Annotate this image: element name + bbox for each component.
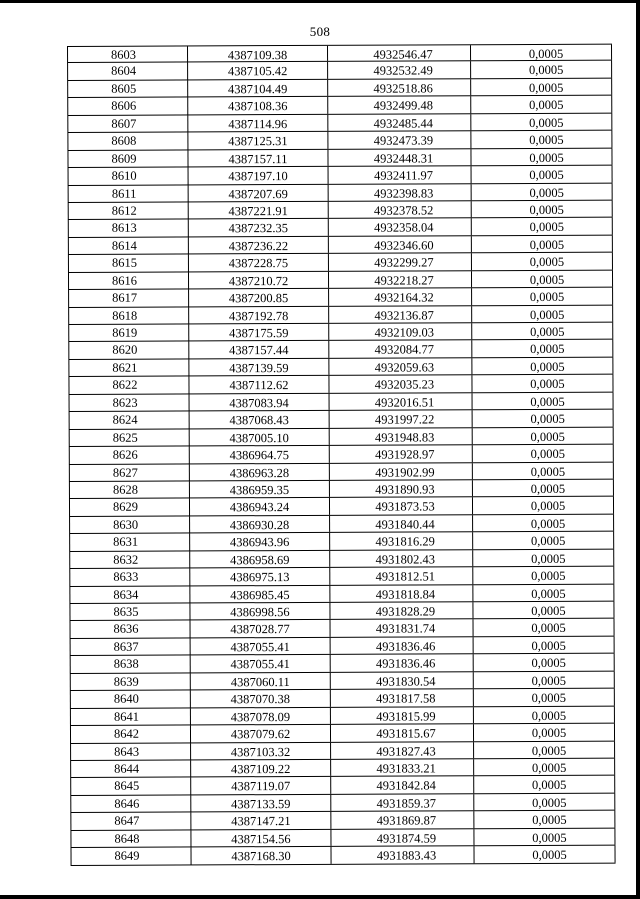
value-cell: 0,0005 [470, 78, 612, 95]
value-cell: 0,0005 [471, 305, 613, 322]
y-coordinate-cell: 4932016.51 [329, 393, 472, 410]
coordinates-table [67, 44, 616, 866]
x-coordinate-cell: 4387236.22 [188, 237, 328, 254]
value-cell: 0,0005 [471, 218, 613, 235]
x-coordinate-cell: 4387114.96 [187, 115, 327, 132]
value-cell: 0,0005 [471, 183, 613, 200]
y-coordinate-cell: 4931815.67 [330, 724, 473, 741]
y-coordinate-cell: 4931836.46 [330, 637, 473, 654]
value-cell: 0,0005 [473, 828, 615, 845]
y-coordinate-cell: 4931816.29 [329, 532, 472, 549]
x-coordinate-cell: 4387083.94 [189, 394, 329, 411]
x-coordinate-cell: 4387068.43 [189, 411, 329, 428]
value-cell: 0,0005 [472, 497, 614, 514]
x-coordinate-cell: 4386959.35 [189, 481, 329, 498]
y-coordinate-cell: 4932448.31 [327, 149, 470, 166]
value-cell: 0,0005 [473, 654, 615, 671]
y-coordinate-cell: 4931874.59 [330, 829, 473, 846]
x-coordinate-cell: 4387078.09 [190, 707, 330, 724]
point-number-cell: 8636 [70, 621, 190, 638]
x-coordinate-cell: 4387133.59 [190, 795, 330, 812]
point-number-cell: 8648 [70, 830, 190, 847]
y-coordinate-cell: 4931902.99 [329, 463, 472, 480]
value-cell: 0,0005 [472, 410, 614, 427]
value-cell: 0,0005 [473, 776, 615, 793]
point-number-cell: 8619 [68, 324, 188, 341]
point-number-cell: 8644 [70, 760, 190, 777]
point-number-cell: 8642 [70, 726, 190, 743]
point-number-cell: 8605 [67, 80, 187, 97]
x-coordinate-cell: 4387197.10 [188, 167, 328, 184]
point-number-cell: 8626 [69, 447, 189, 464]
y-coordinate-cell: 4932546.47 [327, 45, 470, 61]
point-number-cell: 8608 [67, 133, 187, 150]
y-coordinate-cell: 4931948.83 [329, 428, 472, 445]
x-coordinate-cell: 4386998.56 [189, 603, 329, 620]
x-coordinate-cell: 4387192.78 [188, 306, 328, 323]
y-coordinate-cell: 4931836.46 [330, 655, 473, 672]
y-coordinate-cell: 4931883.43 [330, 846, 473, 863]
x-coordinate-cell: 4387079.62 [190, 725, 330, 742]
value-cell: 0,0005 [471, 288, 613, 305]
x-coordinate-cell: 4387157.11 [187, 149, 327, 166]
point-number-cell: 8629 [69, 499, 189, 516]
value-cell: 0,0005 [471, 270, 613, 287]
point-number-cell: 8639 [70, 673, 190, 690]
point-number-cell: 8618 [68, 307, 188, 324]
y-coordinate-cell: 4931997.22 [329, 410, 472, 427]
x-coordinate-cell: 4387125.31 [187, 132, 327, 149]
y-coordinate-cell: 4932499.48 [327, 97, 470, 114]
x-coordinate-cell: 4387055.41 [190, 655, 330, 672]
x-coordinate-cell: 4387055.41 [190, 638, 330, 655]
y-coordinate-cell: 4932378.52 [328, 201, 471, 218]
x-coordinate-cell: 4387200.85 [188, 289, 328, 306]
x-coordinate-cell: 4387147.21 [190, 812, 330, 829]
y-coordinate-cell: 4932218.27 [328, 271, 471, 288]
y-coordinate-cell: 4932035.23 [328, 376, 471, 393]
point-number-cell: 8647 [70, 813, 190, 830]
x-coordinate-cell: 4387232.35 [188, 219, 328, 236]
point-number-cell: 8643 [70, 743, 190, 760]
point-number-cell: 8621 [68, 359, 188, 376]
value-cell: 0,0005 [470, 96, 612, 113]
y-coordinate-cell: 4931859.37 [330, 794, 473, 811]
value-cell: 0,0005 [471, 201, 613, 218]
x-coordinate-cell: 4387119.07 [190, 777, 330, 794]
y-coordinate-cell: 4932084.77 [328, 341, 471, 358]
value-cell: 0,0005 [471, 253, 613, 270]
value-cell: 0,0005 [472, 427, 614, 444]
y-coordinate-cell: 4931812.51 [329, 567, 472, 584]
y-coordinate-cell: 4931828.29 [329, 602, 472, 619]
point-number-cell: 8611 [68, 185, 188, 202]
x-coordinate-cell: 4387157.44 [188, 341, 328, 358]
point-number-cell: 8641 [70, 708, 190, 725]
value-cell: 0,0005 [471, 357, 613, 374]
y-coordinate-cell: 4932059.63 [328, 358, 471, 375]
value-cell: 0,0005 [472, 584, 614, 601]
y-coordinate-cell: 4931869.87 [330, 811, 473, 828]
value-cell: 0,0005 [472, 567, 614, 584]
y-coordinate-cell: 4932411.97 [328, 166, 471, 183]
point-number-cell: 8632 [69, 551, 189, 568]
value-cell: 0,0005 [473, 793, 615, 810]
x-coordinate-cell: 4387109.22 [190, 760, 330, 777]
point-number-cell: 8623 [69, 394, 189, 411]
x-coordinate-cell: 4387070.38 [190, 690, 330, 707]
point-number-cell: 8630 [69, 516, 189, 533]
x-coordinate-cell: 4387104.49 [187, 80, 327, 97]
y-coordinate-cell: 4932164.32 [328, 288, 471, 305]
x-coordinate-cell: 4387105.42 [187, 62, 327, 79]
x-coordinate-cell: 4387005.10 [189, 428, 329, 445]
value-cell: 0,0005 [470, 131, 612, 148]
y-coordinate-cell: 4932518.86 [327, 79, 470, 96]
point-number-cell: 8633 [69, 569, 189, 586]
x-coordinate-cell: 4386963.28 [189, 463, 329, 480]
value-cell: 0,0005 [472, 392, 614, 409]
point-number-cell: 8610 [68, 168, 188, 185]
y-coordinate-cell: 4931818.84 [329, 585, 472, 602]
value-cell: 0,0005 [471, 340, 613, 357]
x-coordinate-cell: 4387112.62 [188, 376, 328, 393]
x-coordinate-cell: 4387139.59 [188, 359, 328, 376]
value-cell: 0,0005 [471, 166, 613, 183]
value-cell: 0,0005 [471, 375, 613, 392]
point-number-cell: 8607 [67, 115, 187, 132]
x-coordinate-cell: 4386985.45 [189, 585, 329, 602]
value-cell: 0,0005 [473, 636, 615, 653]
y-coordinate-cell: 4931833.21 [330, 759, 473, 776]
point-number-cell: 8649 [70, 848, 190, 865]
point-number-cell: 8625 [69, 429, 189, 446]
value-cell: 0,0005 [473, 671, 615, 688]
x-coordinate-cell: 4387060.11 [190, 673, 330, 690]
point-number-cell: 8615 [68, 255, 188, 272]
value-cell: 0,0005 [473, 759, 615, 776]
point-number-cell: 8637 [70, 638, 190, 655]
point-number-cell: 8612 [68, 202, 188, 219]
x-coordinate-cell: 4386964.75 [189, 446, 329, 463]
point-number-cell: 8628 [69, 481, 189, 498]
point-number-cell: 8624 [69, 412, 189, 429]
value-cell: 0,0005 [472, 532, 614, 549]
value-cell: 0,0005 [470, 113, 612, 130]
y-coordinate-cell: 4932473.39 [327, 131, 470, 148]
y-coordinate-cell: 4931802.43 [329, 550, 472, 567]
value-cell: 0,0005 [472, 480, 614, 497]
page-number: 508 [309, 24, 331, 39]
value-cell: 0,0005 [472, 462, 614, 479]
y-coordinate-cell: 4931817.58 [330, 689, 473, 706]
value-cell: 0,0005 [473, 724, 615, 741]
x-coordinate-cell: 4387175.59 [188, 324, 328, 341]
y-coordinate-cell: 4931840.44 [329, 515, 472, 532]
point-number-cell: 8614 [68, 237, 188, 254]
value-cell: 0,0005 [472, 514, 614, 531]
value-cell: 0,0005 [470, 148, 612, 165]
point-number-cell: 8640 [70, 691, 190, 708]
value-cell: 0,0005 [473, 846, 615, 863]
point-number-cell: 8609 [67, 150, 187, 167]
y-coordinate-cell: 4932136.87 [328, 306, 471, 323]
x-coordinate-cell: 4387028.77 [190, 620, 330, 637]
value-cell: 0,0005 [473, 619, 615, 636]
point-number-cell: 8646 [70, 795, 190, 812]
x-coordinate-cell: 4386930.28 [189, 516, 329, 533]
x-coordinate-cell: 4387168.30 [190, 847, 330, 864]
value-cell: 0,0005 [471, 323, 613, 340]
value-cell: 0,0005 [473, 689, 615, 706]
value-cell: 0,0005 [472, 602, 614, 619]
y-coordinate-cell: 4931830.54 [330, 672, 473, 689]
y-coordinate-cell: 4931890.93 [329, 480, 472, 497]
x-coordinate-cell: 4386943.96 [189, 533, 329, 550]
y-coordinate-cell: 4931815.99 [330, 707, 473, 724]
point-number-cell: 8634 [69, 586, 189, 603]
point-number-cell: 8622 [68, 377, 188, 394]
point-number-cell: 8606 [67, 98, 187, 115]
y-coordinate-cell: 4932299.27 [328, 253, 471, 270]
y-coordinate-cell: 4932532.49 [327, 62, 470, 79]
value-cell: 0,0005 [471, 235, 613, 252]
x-coordinate-cell: 4386958.69 [189, 551, 329, 568]
y-coordinate-cell: 4932109.03 [328, 323, 471, 340]
point-number-cell: 8604 [67, 63, 187, 80]
y-coordinate-cell: 4931831.74 [330, 620, 473, 637]
y-coordinate-cell: 4931873.53 [329, 498, 472, 515]
point-number-cell: 8616 [68, 272, 188, 289]
y-coordinate-cell: 4931928.97 [329, 445, 472, 462]
x-coordinate-cell: 4386943.24 [189, 498, 329, 515]
value-cell: 0,0005 [470, 45, 612, 61]
value-cell: 0,0005 [473, 741, 615, 758]
x-coordinate-cell: 4387109.38 [187, 46, 327, 62]
point-number-cell: 8620 [68, 342, 188, 359]
table-row [70, 846, 615, 866]
x-coordinate-cell: 4387210.72 [188, 272, 328, 289]
x-coordinate-cell: 4387103.32 [190, 742, 330, 759]
point-number-cell: 8603 [67, 46, 187, 62]
y-coordinate-cell: 4932358.04 [328, 219, 471, 236]
value-cell: 0,0005 [473, 706, 615, 723]
point-number-cell: 8635 [69, 603, 189, 620]
value-cell: 0,0005 [472, 549, 614, 566]
x-coordinate-cell: 4387221.91 [188, 202, 328, 219]
y-coordinate-cell: 4931827.43 [330, 742, 473, 759]
x-coordinate-cell: 4387108.36 [187, 97, 327, 114]
y-coordinate-cell: 4932398.83 [328, 184, 471, 201]
value-cell: 0,0005 [472, 445, 614, 462]
y-coordinate-cell: 4931842.84 [330, 777, 473, 794]
point-number-cell: 8638 [70, 656, 190, 673]
y-coordinate-cell: 4932485.44 [327, 114, 470, 131]
x-coordinate-cell: 4387207.69 [188, 184, 328, 201]
x-coordinate-cell: 4386975.13 [189, 568, 329, 585]
point-number-cell: 8613 [68, 220, 188, 237]
x-coordinate-cell: 4387228.75 [188, 254, 328, 271]
y-coordinate-cell: 4932346.60 [328, 236, 471, 253]
point-number-cell: 8645 [70, 778, 190, 795]
value-cell: 0,0005 [473, 811, 615, 828]
point-number-cell: 8627 [69, 464, 189, 481]
x-coordinate-cell: 4387154.56 [190, 830, 330, 847]
point-number-cell: 8617 [68, 290, 188, 307]
value-cell: 0,0005 [470, 61, 612, 78]
point-number-cell: 8631 [69, 534, 189, 551]
